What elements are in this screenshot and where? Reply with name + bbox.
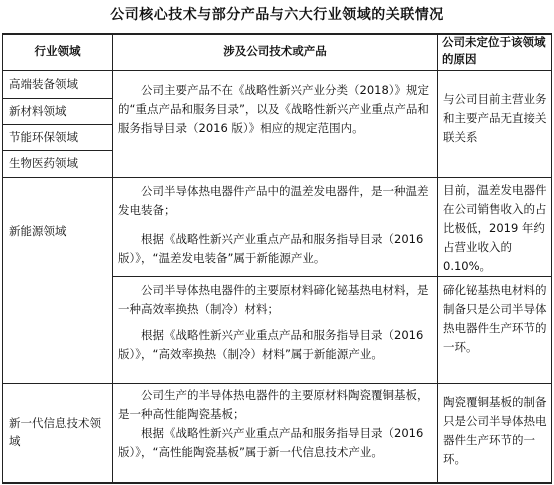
reason-group1: 与公司目前主营业务和主要产品无直接关联关系 xyxy=(443,92,547,144)
column-divider xyxy=(437,33,438,484)
row-divider xyxy=(2,98,112,99)
row-divider xyxy=(2,177,552,178)
header-industry: 行业领域 xyxy=(34,44,81,58)
column-divider xyxy=(112,33,113,484)
reason-new-energy-1: 目前，温差发电器件在公司销售收入的占比极低，2019 年约占营业收入的 0.10%。 xyxy=(443,183,547,273)
industry-biomedicine: 生物医药领域 xyxy=(9,156,78,170)
header-tech: 涉及公司技术或产品 xyxy=(223,44,327,58)
table-border-bottom xyxy=(2,482,552,484)
document-title: 公司核心技术与部分产品与六大行业领域的关联情况 xyxy=(110,7,444,23)
tech-new-it-basis: 根据《战略性新兴产业重点产品和服务指导目录（2016 版）》，“高性能陶瓷基板”属于新一代信息技术产业。 xyxy=(118,426,424,459)
tech-new-energy-1-intro: 公司半导体热电器件产品中的温差发电器件，是一种温差发电装备； xyxy=(118,184,429,217)
tech-new-energy-1-basis: 根据《战略性新兴产业重点产品和服务指导目录（2016 版）》，“温差发电装备”属于新能源产业。 xyxy=(118,232,424,265)
header-reason: 公司未定位于该领域的原因 xyxy=(442,35,546,66)
industry-new-energy: 新能源领域 xyxy=(9,224,67,238)
row-divider xyxy=(2,150,112,151)
row-divider xyxy=(2,124,112,125)
tech-new-energy-2-basis: 根据《战略性新兴产业重点产品和服务指导目录（2016 版）》，“高效率换热（制冷）材料”属于新能源产业。 xyxy=(118,328,424,361)
reason-new-energy-2: 碲化铋基热电材料的制备只是公司半导体热电器件生产环节的一环。 xyxy=(443,283,547,354)
row-divider xyxy=(2,70,552,71)
tech-group1: 公司主要产品不在《战略性新兴产业分类（2018）》规定的“重点产品和服务目录”，以及《战略性新兴产业重点产品和服务指导目录（2016 版）》相应的规定范围内。 xyxy=(118,83,430,135)
industry-energy-saving: 节能环保领域 xyxy=(9,130,78,144)
tech-new-energy-2-intro: 公司半导体热电器件的主要原材料碲化铋基热电材料，是一种高效率换热（制冷）材料； xyxy=(118,283,429,316)
row-divider xyxy=(112,276,552,277)
row-divider xyxy=(2,383,552,384)
tech-new-it-intro: 公司生产的半导体热电器件的主要原材料陶瓷覆铜基板，是一种高性能陶瓷基板； xyxy=(118,388,429,421)
reason-new-it: 陶瓷覆铜基板的制备只是公司半导体热电器件生产环节的一环。 xyxy=(443,395,547,466)
industry-high-end-equipment: 高端装备领域 xyxy=(9,77,78,91)
table-border-right xyxy=(551,33,552,484)
industry-new-materials: 新材料领域 xyxy=(9,104,67,118)
industry-new-it: 新一代信息技术领域 xyxy=(9,416,101,448)
